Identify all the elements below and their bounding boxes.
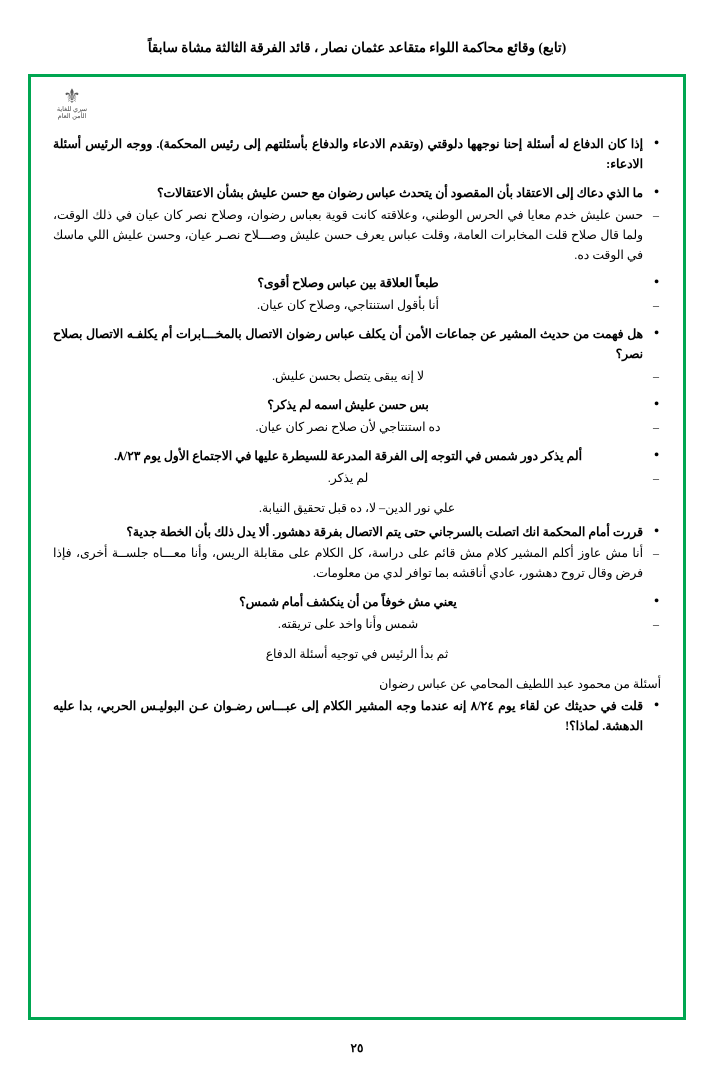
question-text: • هل فهمت من حديث المشير عن جماعات الأمن أن يكلف عباس رضوان الاتصال بالمخـــابرات أم يكلفـه الاتصال بصلاح نصر؟: [53, 325, 661, 365]
question-text: • قلت في حديثك عن لقاء يوم ٨/٢٤ إنه عندما وجه المشير الكلام إلى عبـــاس رضـوان عـن البوليـس الحربي، بدا عليه الدهشة. لماذا؟!: [53, 697, 661, 737]
content-frame: [28, 74, 686, 1020]
logo-line-1: سري للغاية: [56, 106, 88, 113]
answer-text: – لم يذكر.: [53, 469, 661, 489]
question-text: • ألم يذكر دور شمس في التوجه إلى الفرقة المدرعة للسيطرة عليها في الاجتماع الأول يوم ٨/٢٣.: [53, 447, 661, 467]
page-header-title: (تابع) وقائع محاكمة اللواء متقاعد عثمان نصار ، قائد الفرقة الثالثة مشاة سابقاً: [147, 40, 567, 55]
narration-line: علي نور الدين– لا، ده قبل تحقيق النيابة.: [258, 500, 456, 515]
document-body: [53, 135, 661, 746]
list-item: [53, 593, 661, 635]
answer-text: – لا إنه يبقى يتصل بحسن عليش.: [53, 367, 661, 387]
answer-text: – حسن عليش خدم معايا في الحرس الوطني، وعلاقته كانت قوية بعباس رضوان، وصلاح نصر كان عيان في ذلك الوقت، ولما قال صلاح قلت المخابرات العامة، وقلت عباس يعرف حسن عليش وصـــلاح نصـر عيان، وحسن عليش اللي ماسك في الوقت ده.: [53, 206, 661, 266]
answer-text: – أنا مش عاوز أكلم المشير كلام مش قائم على دراسة، كل الكلام على مقابلة الريس، وأنا معـــاه جلســة أخرى، فإذا فرض وقال تروح دهشور، عادي أناقشه بما توافر لدي من معلومات.: [53, 544, 661, 584]
question-text: • قررت أمام المحكمة انك اتصلت بالسرجاني حتى يتم الاتصال بفرقة دهشور. ألا يدل ذلك بأن الخطة جدية؟: [53, 523, 661, 543]
answer-text: – أنا بأقول استنتاجي، وصلاح كان عيان.: [53, 296, 661, 316]
question-text: • إذا كان الدفاع له أسئلة إحنا نوجهها دلوقتي (وتقدم الادعاء والدفاع بأسئلتهم إلى رئيس المحكمة). ووجه الرئيس أسئلة الادعاء:: [53, 135, 661, 175]
list-item: [53, 447, 661, 489]
subsection-heading: أسئلة من محمود عبد اللطيف المحامي عن عباس رضوان: [379, 676, 661, 691]
list-item: [53, 697, 661, 737]
question-text: • بس حسن عليش اسمه لم يذكر؟: [53, 396, 661, 416]
answer-text: – شمس وأنا واخد على تريقته.: [53, 615, 661, 635]
question-text: • يعني مش خوفاً من أن ينكشف أمام شمس؟: [53, 593, 661, 613]
section-heading: ثم بدأ الرئيس في توجيه أسئلة الدفاع: [265, 647, 449, 662]
crest-icon: ⚜: [63, 86, 81, 108]
page-number: ٢٥: [350, 1041, 364, 1055]
list-item: [53, 523, 661, 585]
list-item: [53, 184, 661, 266]
question-text: • ما الذي دعاك إلى الاعتقاد بأن المقصود أن يتحدث عباس رضوان مع حسن عليش بشأن الاعتقالات؟: [53, 184, 661, 204]
list-item: [53, 325, 661, 387]
list-item: [53, 135, 661, 175]
list-item: [53, 396, 661, 438]
logo-line-2: الأمن العام: [57, 112, 87, 120]
answer-text: – ده استنتاجي لأن صلاح نصر كان عيان.: [53, 418, 661, 438]
list-item: [53, 274, 661, 316]
emblem-logo: [49, 87, 95, 133]
question-text: • طبعاً العلاقة بين عباس وصلاح أقوى؟: [53, 274, 661, 294]
